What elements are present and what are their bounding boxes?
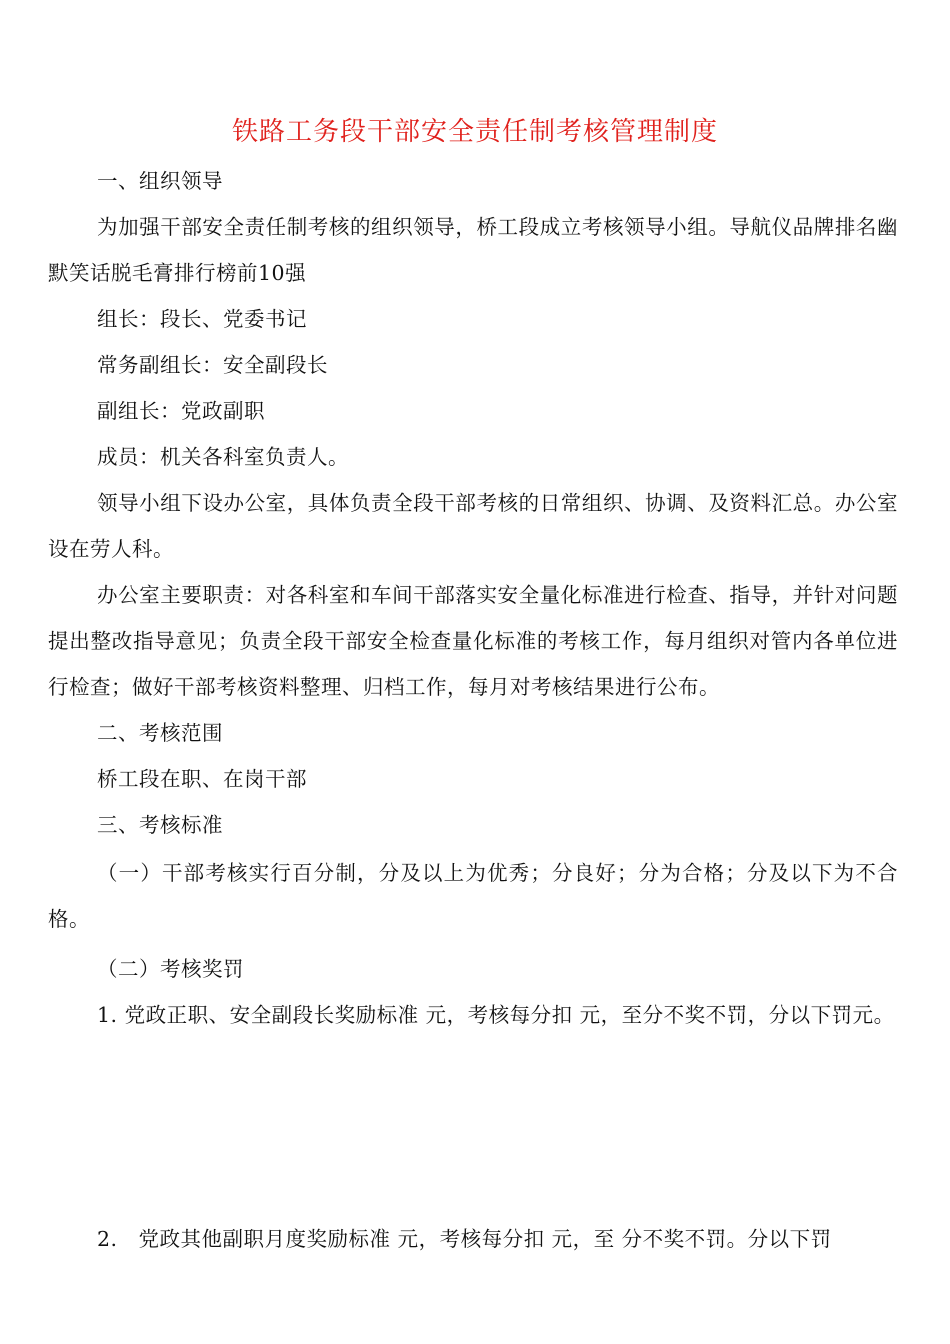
- section-heading-scope: 二、考核范围: [97, 721, 223, 745]
- paragraph-scope: 桥工段在职、在岗干部: [97, 767, 307, 791]
- section-heading-organization: 一、组织领导: [97, 169, 223, 193]
- paragraph-deputy: 副组长：党政副职: [97, 399, 265, 423]
- paragraph-scoring: （一）干部考核实行百分制，分及以上为优秀；分良好；分为合格；分及以下为不合格。: [48, 861, 898, 931]
- paragraph-executive-deputy: 常务副组长：安全副段长: [97, 353, 328, 377]
- document-title: 铁路工务段干部安全责任制考核管理制度: [231, 117, 718, 147]
- paragraph-rewards-heading: （二）考核奖罚: [97, 957, 244, 981]
- paragraph-leader: 组长：段长、党委书记: [97, 307, 307, 331]
- section-heading-standards: 三、考核标准: [97, 813, 223, 837]
- paragraph-office: 领导小组下设办公室，具体负责全段干部考核的日常组织、协调、及资料汇总。办公室设在劳人科。: [48, 491, 898, 561]
- paragraph-item-1: 1. 党政正职、安全副段长奖励标准 元，考核每分扣 元，至分不奖不罚，分以下罚元。: [97, 1003, 895, 1027]
- paragraph-item-2: 2. 党政其他副职月度奖励标准 元，考核每分扣 元，至 分不奖不罚。分以下罚: [97, 1227, 832, 1251]
- paragraph-office-duties: 办公室主要职责：对各科室和车间干部落实安全量化标准进行检查、指导，并针对问题提出整改指导意见；负责全段干部安全检查量化标准的考核工作，每月组织对管内各单位进行检查；做好干部考核资料整理、归档工作，每月对考核结果进行公布。: [48, 583, 898, 699]
- paragraph-members: 成员：机关各科室负责人。: [97, 445, 349, 469]
- paragraph-intro: 为加强干部安全责任制考核的组织领导，桥工段成立考核领导小组。导航仪品牌排名幽默笑话脱毛膏排行榜前10强: [48, 215, 898, 285]
